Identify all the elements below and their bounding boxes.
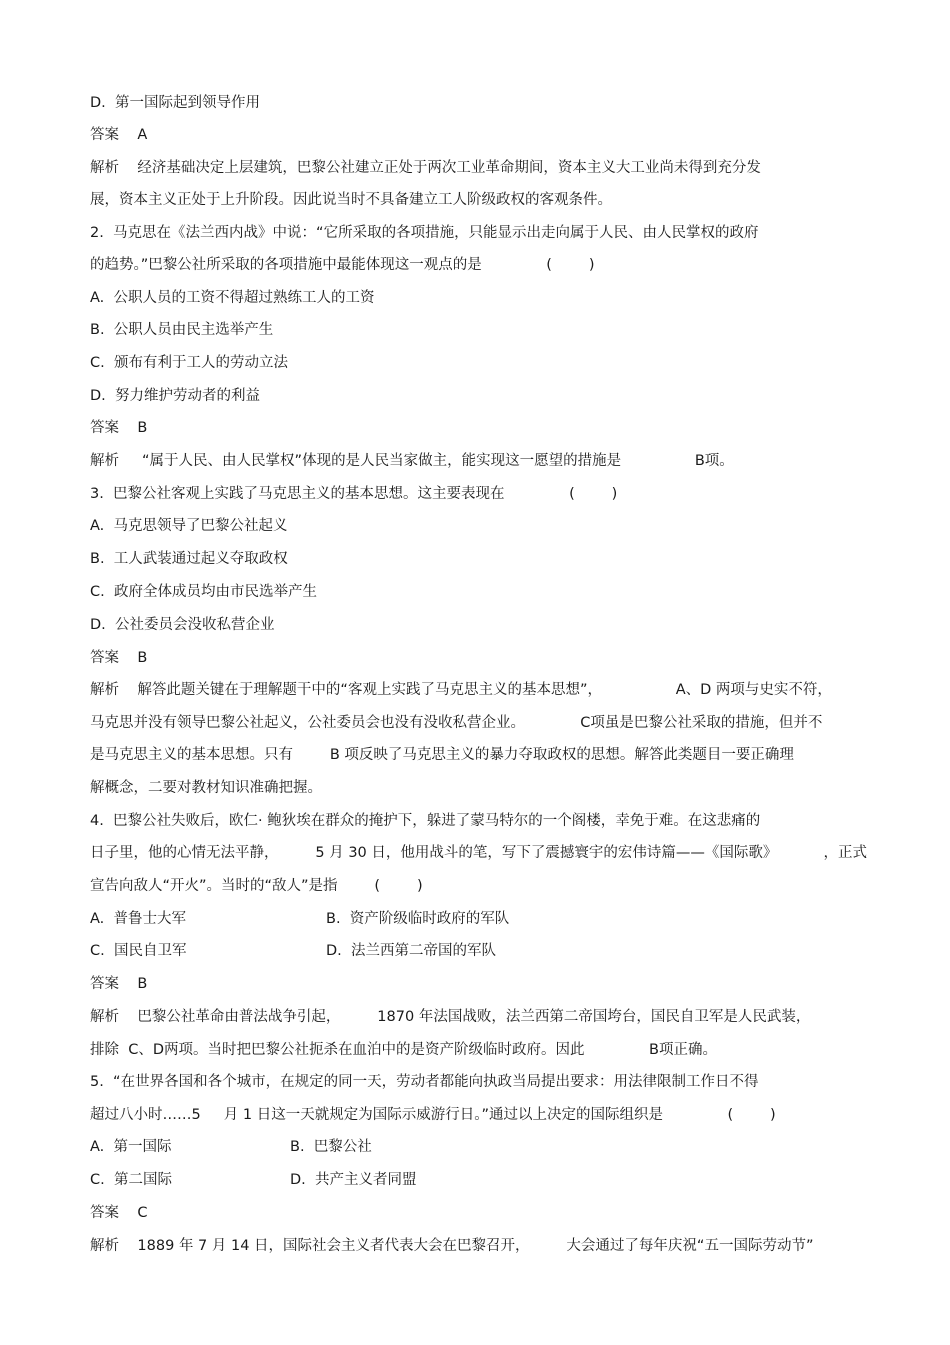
q5-stem-line-1: 5. “在世界各国和各个城市，在规定的同一天，劳动者都能向执政当局提出要求：用法律限制工作日不得 xyxy=(90,1074,759,1090)
q2-analysis: 解析 “属于人民、由人民掌权”体现的是人民当家做主，能实现这一愿望的措施是 B项。 xyxy=(90,453,734,469)
q3-option-b: B. 工人武装通过起义夺取政权 xyxy=(90,551,288,567)
q4-option-b: B. 资产阶级临时政府的军队 xyxy=(326,911,510,927)
q4-analysis-line-1: 解析 巴黎公社革命由普法战争引起， 1870 年法国战败，法兰西第二帝国垮台，国民自卫军是人民武装， xyxy=(90,1009,811,1025)
q4-answer: 答案 B xyxy=(90,976,148,992)
q3-option-a: A. 马克思领导了巴黎公社起义 xyxy=(90,518,288,534)
q4-option-a: A. 普鲁士大军 xyxy=(90,911,186,927)
q4-option-c: C. 国民自卫军 xyxy=(90,943,187,959)
q1-analysis-line-2: 展，资本主义正处于上升阶段。因此说当时不具备建立工人阶级政权的客观条件。 xyxy=(90,192,612,208)
q2-stem-line-1: 2. 马克思在《法兰西内战》中说：“它所采取的各项措施，只能显示出走向属于人民、由人民掌权的政府 xyxy=(90,225,759,241)
q3-analysis-line-1: 解析 解答此题关键在于理解题干中的“客观上实践了马克思主义的基本思想”， A、D 两项与史实不符， xyxy=(90,682,832,698)
q3-analysis-line-2: 马克思并没有领导巴黎公社起义，公社委员会也没有没收私营企业。 C项虽是巴黎公社采取的措施，但并不 xyxy=(90,715,823,731)
q2-answer: 答案 B xyxy=(90,420,148,436)
q4-stem-line-1: 4. 巴黎公社失败后，欧仁· 鲍狄埃在群众的掩护下，躲进了蒙马特尔的一个阁楼，幸免于难。在这悲痛的 xyxy=(90,813,761,829)
q3-answer: 答案 B xyxy=(90,650,148,666)
q2-option-b: B. 公职人员由民主选举产生 xyxy=(90,322,274,338)
q4-analysis-line-2: 排除 C、D两项。当时把巴黎公社扼杀在血泊中的是资产阶级临时政府。因此 B项正确。 xyxy=(90,1042,717,1058)
q1-analysis-line-1: 解析 经济基础决定上层建筑，巴黎公社建立正处于两次工业革命期间，资本主义大工业尚未得到充分发 xyxy=(90,160,761,176)
q5-analysis-line-1: 解析 1889 年 7 月 14 日，国际社会主义者代表大会在巴黎召开， 大会通过了每年庆祝“五一国际劳动节” xyxy=(90,1238,814,1254)
q5-option-d: D. 共产主义者同盟 xyxy=(290,1172,417,1188)
q3-analysis-line-4: 解概念，二要对教材知识准确把握。 xyxy=(90,780,322,796)
q4-stem-line-3: 宣告向敌人“开火”。当时的“敌人”是指 ( ) xyxy=(90,878,423,894)
q5-answer: 答案 C xyxy=(90,1205,148,1221)
q3-stem: 3. 巴黎公社客观上实践了马克思主义的基本思想。这主要表现在 ( ) xyxy=(90,486,618,502)
q5-option-a: A. 第一国际 xyxy=(90,1139,172,1155)
q3-analysis-line-3: 是马克思主义的基本思想。只有 B 项反映了马克思主义的暴力夺取政权的思想。解答此类题目一要正确理 xyxy=(90,747,794,763)
q5-option-c: C. 第二国际 xyxy=(90,1172,172,1188)
q1-answer: 答案 A xyxy=(90,127,148,143)
q5-option-b: B. 巴黎公社 xyxy=(290,1139,372,1155)
q5-stem-line-2: 超过八小时……5 月 1 日这一天就规定为国际示威游行日。”通过以上决定的国际组织是 ( ) xyxy=(90,1107,776,1123)
q2-option-a: A. 公职人员的工资不得超过熟练工人的工资 xyxy=(90,290,375,306)
q4-option-d: D. 法兰西第二帝国的军队 xyxy=(326,943,496,959)
q3-option-d: D. 公社委员会没收私营企业 xyxy=(90,617,275,633)
q2-option-d: D. 努力维护劳动者的利益 xyxy=(90,388,260,404)
q3-option-c: C. 政府全体成员均由市民选举产生 xyxy=(90,584,317,600)
q2-stem-line-2: 的趋势。”巴黎公社所采取的各项措施中最能体现这一观点的是 ( ) xyxy=(90,257,595,273)
q2-option-c: C. 颁布有利于工人的劳动立法 xyxy=(90,355,288,371)
q1-option-d: D. 第一国际起到领导作用 xyxy=(90,95,260,111)
q4-stem-line-2: 日子里，他的心情无法平静， 5 月 30 日，他用战斗的笔，写下了震撼寰宇的宏伟诗篇——《国际歌》 ，正式 xyxy=(90,845,867,861)
